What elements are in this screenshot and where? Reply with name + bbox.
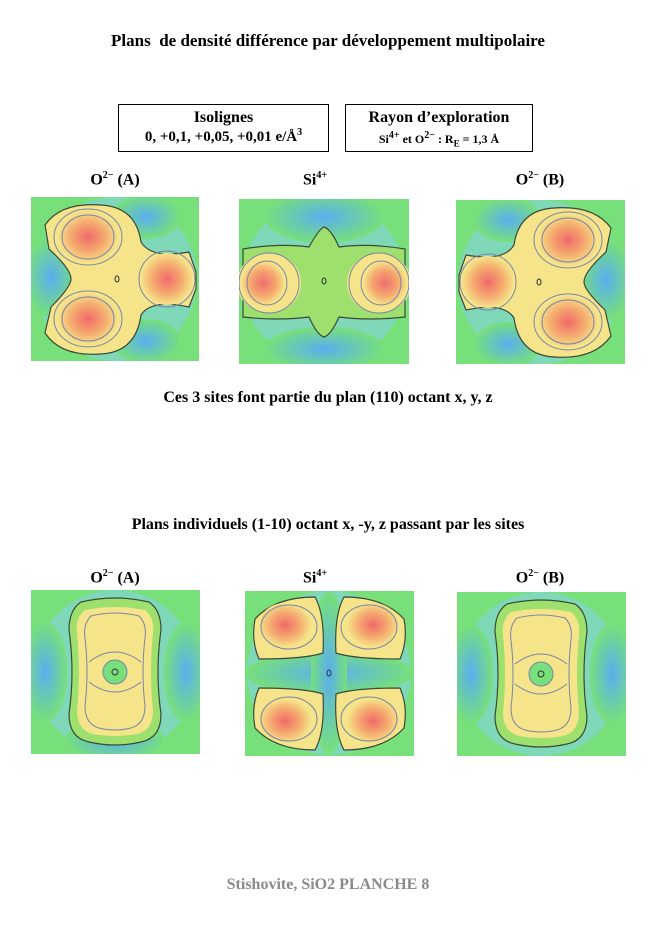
isolines-values: 0, +0,1, +0,05, +0,01 $e/Å^3$	[144, 127, 303, 145]
footer-caption: Stishovite, SiO2 PLANCHE 8	[226, 876, 430, 893]
label-o-a-row1: $O^{2-}$ (A)	[90, 170, 140, 189]
label-o-b-row2: $O^{2-}$ (B)	[515, 568, 565, 587]
label-si-row1: $Si^{4+}$	[302, 170, 328, 189]
radius-legend-box	[345, 104, 533, 152]
density-map-o-b-1-10	[457, 592, 626, 756]
density-map-o-a-110	[31, 197, 199, 361]
density-map-o-b-110	[456, 200, 625, 364]
density-map-o-a-1-10	[31, 590, 200, 754]
row1-caption: Ces 3 sites font partie du plan (110) octant x, y, z	[163, 389, 493, 406]
isolines-legend-box	[118, 104, 329, 152]
label-o-a-row2: $O^{2-}$ (A)	[90, 568, 140, 587]
label-o-b-row1: $O^{2-}$ (B)	[515, 170, 565, 189]
row2-heading: Plans individuels (1-10) octant x, -y, z passant par les sites	[131, 516, 525, 533]
density-map-si-110	[239, 199, 409, 364]
isolines-heading: Isolignes	[193, 109, 254, 126]
density-map-si-1-10	[245, 591, 414, 756]
radius-heading: Rayon d’exploration	[368, 109, 510, 126]
label-si-row2: $Si^{4+}$	[302, 568, 328, 587]
page-title: Plans de densité différence par développement multipolaire	[111, 31, 545, 50]
radius-value: $Si^{4+}$ et $O^{2-}$ : $R_E = 1,3$ Å	[378, 130, 500, 149]
